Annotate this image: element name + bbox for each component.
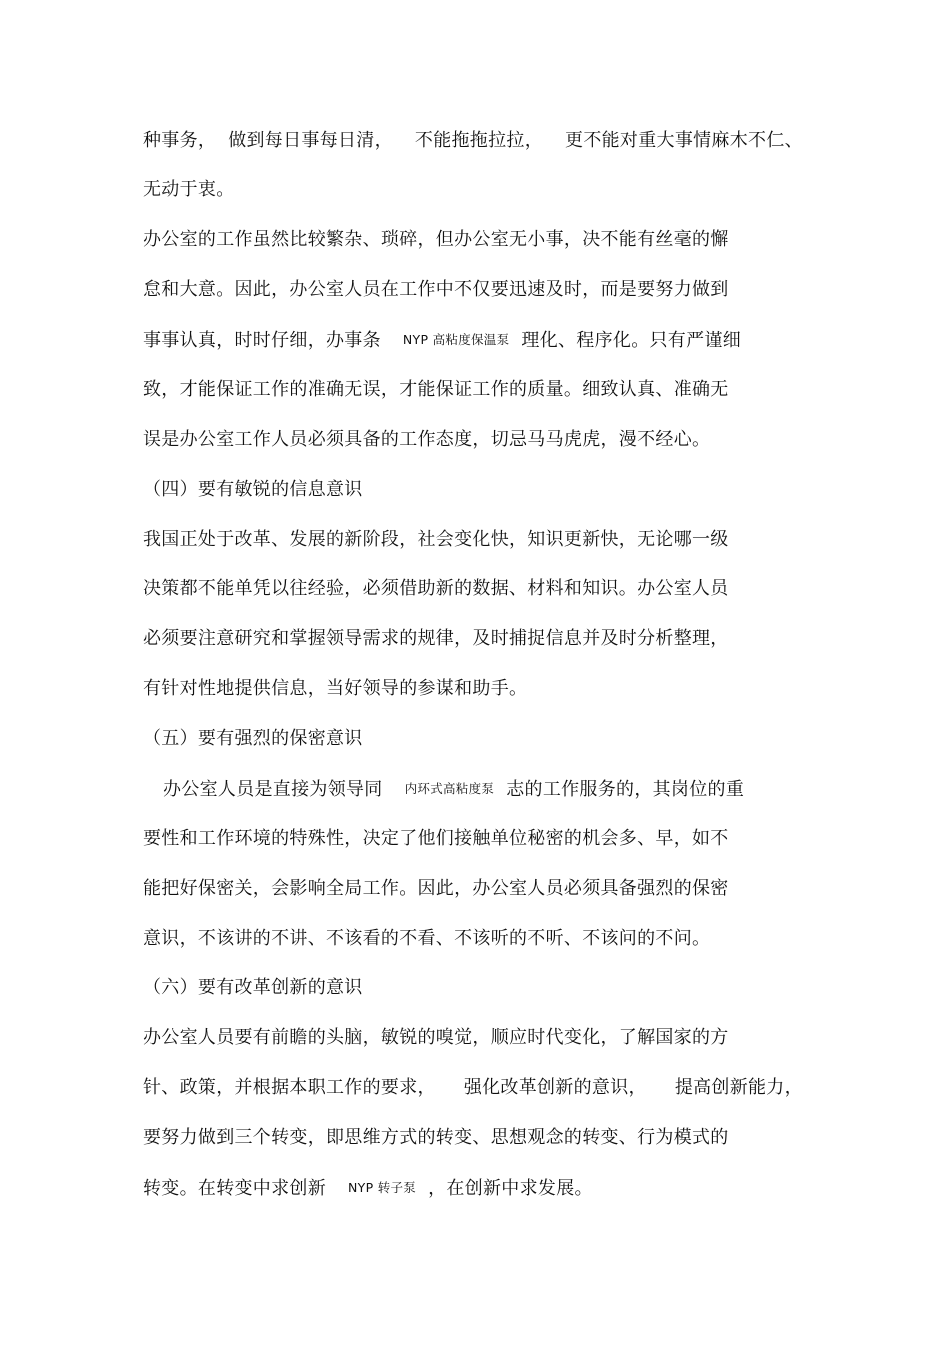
paragraph-line: 必须要注意研究和掌握领导需求的规律，及时捕捉信息并及时分析整理， — [143, 628, 729, 649]
paragraph-line: 意识，不该讲的不讲、不该看的不看、不该听的不听、不该问的不问。 — [143, 928, 711, 949]
text-segment: 更不能对重大事情麻木不仁、 — [565, 130, 803, 151]
paragraph-line: 怠和大意。因此，办公室人员在工作中不仅要迅速及时，而是要努力做到 — [143, 279, 729, 300]
section-heading: （六）要有改革创新的意识 — [143, 977, 363, 998]
paragraph-line: 要努力做到三个转变，即思维方式的转变、思想观念的转变、行为模式的 — [143, 1127, 729, 1148]
inline-product-name: 内环式高粘度泵 — [404, 781, 495, 796]
paragraph-line — [143, 129, 803, 153]
text-segment: 提高创新能力， — [674, 1077, 803, 1098]
paragraph-line: 决策都不能单凭以往经验，必须借助新的数据、材料和知识。办公室人员 — [143, 578, 729, 599]
text-segment: 志的工作服务的，其岗位的重 — [506, 779, 745, 800]
paragraph-line: 要性和工作环境的特殊性，决定了他们接触单位秘密的机会多、早，如不 — [143, 828, 729, 849]
text-segment: 强化改革创新的意识， — [463, 1077, 647, 1098]
text-segment: 针、政策，并根据本职工作的要求， — [143, 1077, 436, 1098]
inline-product-name: NYP 高粘度保温泵 — [402, 332, 510, 347]
paragraph-line: 办公室人员要有前瞻的头脑，敏锐的嗅觉，顺应时代变化，了解国家的方 — [143, 1027, 729, 1048]
paragraph-line — [163, 777, 744, 802]
paragraph-line: 我国正处于改革、发展的新阶段，社会变化快，知识更新快，无论哪一级 — [143, 529, 729, 550]
text-segment: 事事认真，时时仔细，办事条 — [143, 330, 381, 351]
inline-product-name: NYP 转子泵 — [348, 1180, 417, 1195]
paragraph-line: 无动于衷。 — [143, 179, 235, 200]
paragraph-line: 办公室的工作虽然比较繁杂、琐碎，但办公室无小事，决不能有丝毫的懈 — [143, 229, 729, 250]
text-segment: ，在创新中求发展。 — [428, 1178, 593, 1199]
paragraph-line: 能把好保密关，会影响全局工作。因此，办公室人员必须具备强烈的保密 — [143, 878, 729, 899]
text-segment: 办公室人员是直接为领导同 — [163, 779, 383, 800]
text-segment: 不能拖拖拉拉， — [414, 130, 544, 151]
paragraph-line: 致，才能保证工作的准确无误，才能保证工作的质量。细致认真、准确无 — [143, 379, 729, 400]
section-heading: （五）要有强烈的保密意识 — [143, 728, 363, 749]
text-segment: 种事务， — [143, 130, 217, 151]
paragraph-line — [143, 1076, 803, 1100]
paragraph-line — [143, 1176, 593, 1201]
text-segment: 转变。在转变中求创新 — [143, 1178, 326, 1199]
paragraph-line: 有针对性地提供信息，当好领导的参谋和助手。 — [143, 678, 528, 699]
paragraph-line: 误是办公室工作人员必须具备的工作态度，切忌马马虎虎，漫不经心。 — [143, 429, 711, 450]
text-segment: 理化、程序化。只有严谨细 — [521, 330, 742, 351]
section-heading: （四）要有敏锐的信息意识 — [143, 479, 363, 500]
paragraph-line — [143, 328, 741, 353]
text-segment: 做到每日事每日清， — [228, 130, 393, 151]
